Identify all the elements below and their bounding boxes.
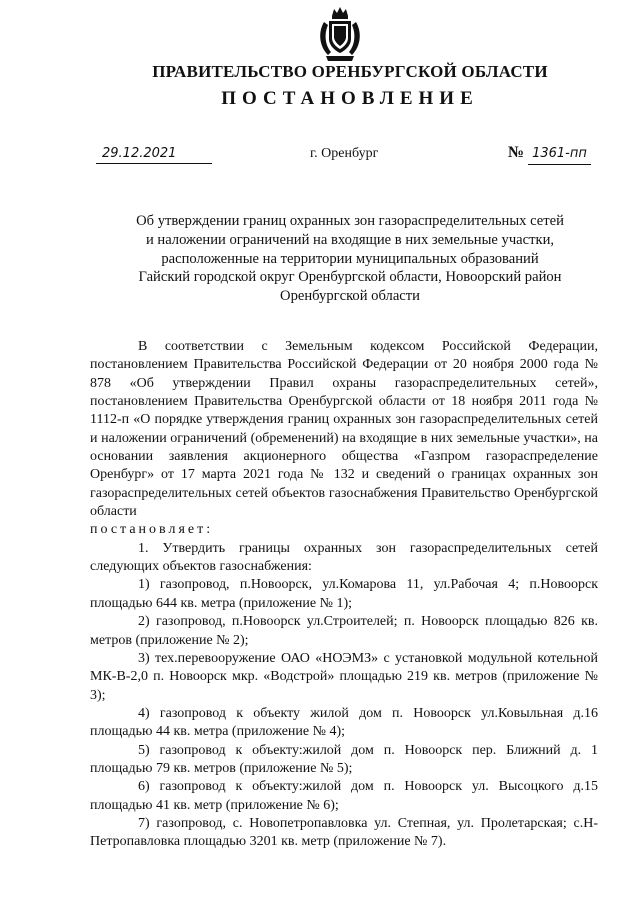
subject-line: Оренбургской области bbox=[280, 288, 420, 305]
number-value: 1361-пп bbox=[528, 144, 591, 165]
document-city: г. Оренбург bbox=[310, 146, 379, 161]
subject-line: Гайский городской округ Оренбургской области, Новоорский район bbox=[138, 269, 562, 286]
document-type-title: ПОСТАНОВЛЕНИЕ bbox=[221, 88, 479, 109]
list-item: 6) газопровод к объекту:жилой дом п. Новоорск ул. Высоцкого д.15 площадью 41 кв. метр (приложение № 6); bbox=[90, 779, 598, 813]
clause-1: 1. Утвердить границы охранных зон газораспределительных сетей следующих объектов газоснабжения: bbox=[90, 540, 598, 575]
subject-line: и наложении ограничений на входящие в них земельные участки, bbox=[145, 231, 555, 248]
subject-line: расположенные на территории муниципальных образований bbox=[161, 250, 539, 267]
preamble-paragraph: В соответствии с Земельным кодексом Российской Федерации, постановлением Правительства Российской Федерации от 20 ноября 2000 года № 878 «Об утверждении Правил охраны газораспределительных сетей», постановлением Правительства Оренбургской области от 18 ноября 2011 года № 1112-п «О порядке утверждения границ охранных зон газораспределительных сетей и наложении ограничений (обременений) на входящие в них земельные участки», на основании заявления акционерного общества «Газпром газораспределение Оренбург» от 17 марта 2021 года № 132 и сведений о границах охранных зон газораспределительных сетей объектов газоснабжения Правительство Оренбургской области bbox=[90, 339, 598, 520]
list-item: 2) газопровод, п.Новоорск ул.Строителей; п. Новоорск площадью 826 кв. метров (приложение № 2); bbox=[90, 614, 598, 648]
list-item: 3) тех.перевооружение ОАО «НОЭМЗ» с установкой модульной котельной МК-В-2,0 п. Новоорск мкр. «Водстрой» площадью 219 кв. метров (приложение № 3); bbox=[90, 650, 598, 703]
decree-word: постановляет: bbox=[90, 522, 214, 538]
list-item: 7) газопровод, с. Новопетропавловка ул. Степная, ул. Пролетарская; с.Н-Петропавловка площадью 3201 кв. метр (приложение № 7). bbox=[90, 815, 598, 850]
number-prefix: № bbox=[508, 144, 525, 161]
organization-title: ПРАВИТЕЛЬСТВО ОРЕНБУРГСКОЙ ОБЛАСТИ bbox=[152, 62, 548, 81]
subject-line: Об утверждении границ охранных зон газораспределительных сетей bbox=[136, 213, 564, 229]
document-number bbox=[508, 143, 591, 165]
list-item: 4) газопровод к объекту жилой дом п. Новоорск ул.Ковыльная д.16 площадью 44 кв. метра (приложение № 4); bbox=[90, 705, 598, 740]
list-item: 5) газопровод к объекту:жилой дом п. Новоорск пер. Ближний д. 1 площадью 79 кв. метров (приложение № 5); bbox=[90, 742, 598, 776]
document-body bbox=[90, 338, 598, 852]
coat-of-arms-icon bbox=[316, 6, 364, 62]
document-date: 29.12.2021 bbox=[96, 145, 212, 164]
list-item: 1) газопровод, п.Новоорск, ул.Комарова 11, ул.Рабочая 4; п.Новоорск площадью 644 кв. метра (приложение № 1); bbox=[90, 577, 598, 611]
document-subject bbox=[110, 212, 590, 306]
